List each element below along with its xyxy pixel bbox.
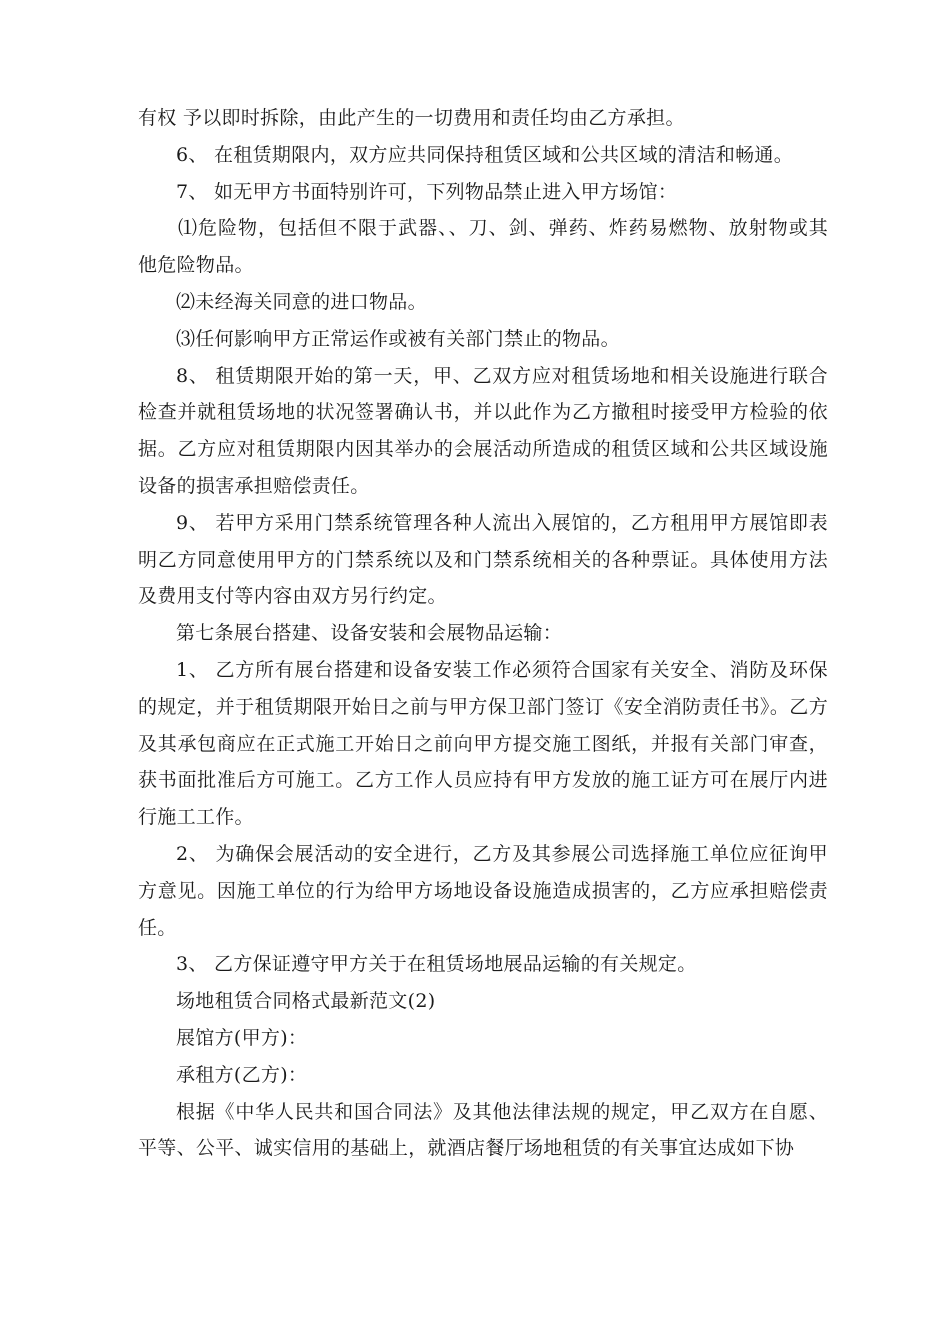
party-a-label: 展馆方(甲方)：: [176, 1026, 308, 1049]
paragraph-clause-6: 6、 在租赁期限内，双方应共同保持租赁区域和公共区域的清洁和畅通。: [176, 143, 794, 166]
paragraph-clause-9: 9、 若甲方采用门禁系统管理各种人流出入展馆的，乙方租用甲方展馆即表明乙方同意使用甲方的门禁系统以及和门禁系统相关的各种票证。具体使用方法及费用支付等内容由双方另行约定。: [138, 511, 828, 608]
document-body: [138, 100, 828, 1167]
article-7-heading: 第七条展台搭建、设备安装和会展物品运输：: [176, 622, 563, 645]
section-title: 场地租赁合同格式最新范文(2): [176, 990, 436, 1013]
paragraph-item-1: ⑴危险物，包括但不限于武器、、刀、剑、弹药、炸药易燃物、放射物或其 他危险物品。: [138, 217, 828, 277]
paragraph-item-2: ⑵未经海关同意的进口物品。: [176, 290, 427, 313]
paragraph-article-7-clause-1: 1、 乙方所有展台搭建和设备安装工作必须符合国家有关安全、消防及环保的规定，并于租赁期限开始日之前与甲方保卫部门签订《安全消防责任书》。乙方及其承包商应在正式施工开始日之前向甲方提交施工图纸，并报有关部门审查，获书面批准后方可施工。乙方工作人员应持有甲方发放的施工证方可在展厅内进行施工工作。: [138, 658, 828, 829]
paragraph-article-7-clause-2: 2、 为确保会展活动的安全进行，乙方及其参展公司选择施工单位应征询甲方意见。因施工单位的行为给甲方场地设备设施造成损害的，乙方应承担赔偿责任。: [138, 842, 828, 939]
paragraph-clause-8: 8、 租赁期限开始的第一天，甲、乙双方应对租赁场地和相关设施进行联合检查并就租赁场地的状况签署确认书，并以此作为乙方撤租时接受甲方检验的依据。乙方应对租赁期限内因其举办的会展活动所造成的租赁区域和公共区域设施设备的损害承担赔偿责任。: [138, 364, 828, 497]
paragraph-item-3: ⑶任何影响甲方正常运作或被有关部门禁止的物品。: [176, 327, 620, 350]
paragraph-removal-clause: 有权 予以即时拆除，由此产生的一切费用和责任均由乙方承担。: [138, 107, 685, 129]
paragraph-clause-7: 7、 如无甲方书面特别许可，下列物品禁止进入甲方场馆：: [176, 180, 678, 203]
party-b-label: 承租方(乙方)：: [176, 1063, 308, 1086]
paragraph-preamble: 根据《中华人民共和国合同法》及其他法律法规的规定，甲乙双方在自愿、平等、公平、诚实信用的基础上，就酒店餐厅场地租赁的有关事宜达成如下协: [138, 1100, 828, 1160]
paragraph-article-7-clause-3: 3、 乙方保证遵守甲方关于在租赁场地展品运输的有关规定。: [176, 953, 697, 976]
